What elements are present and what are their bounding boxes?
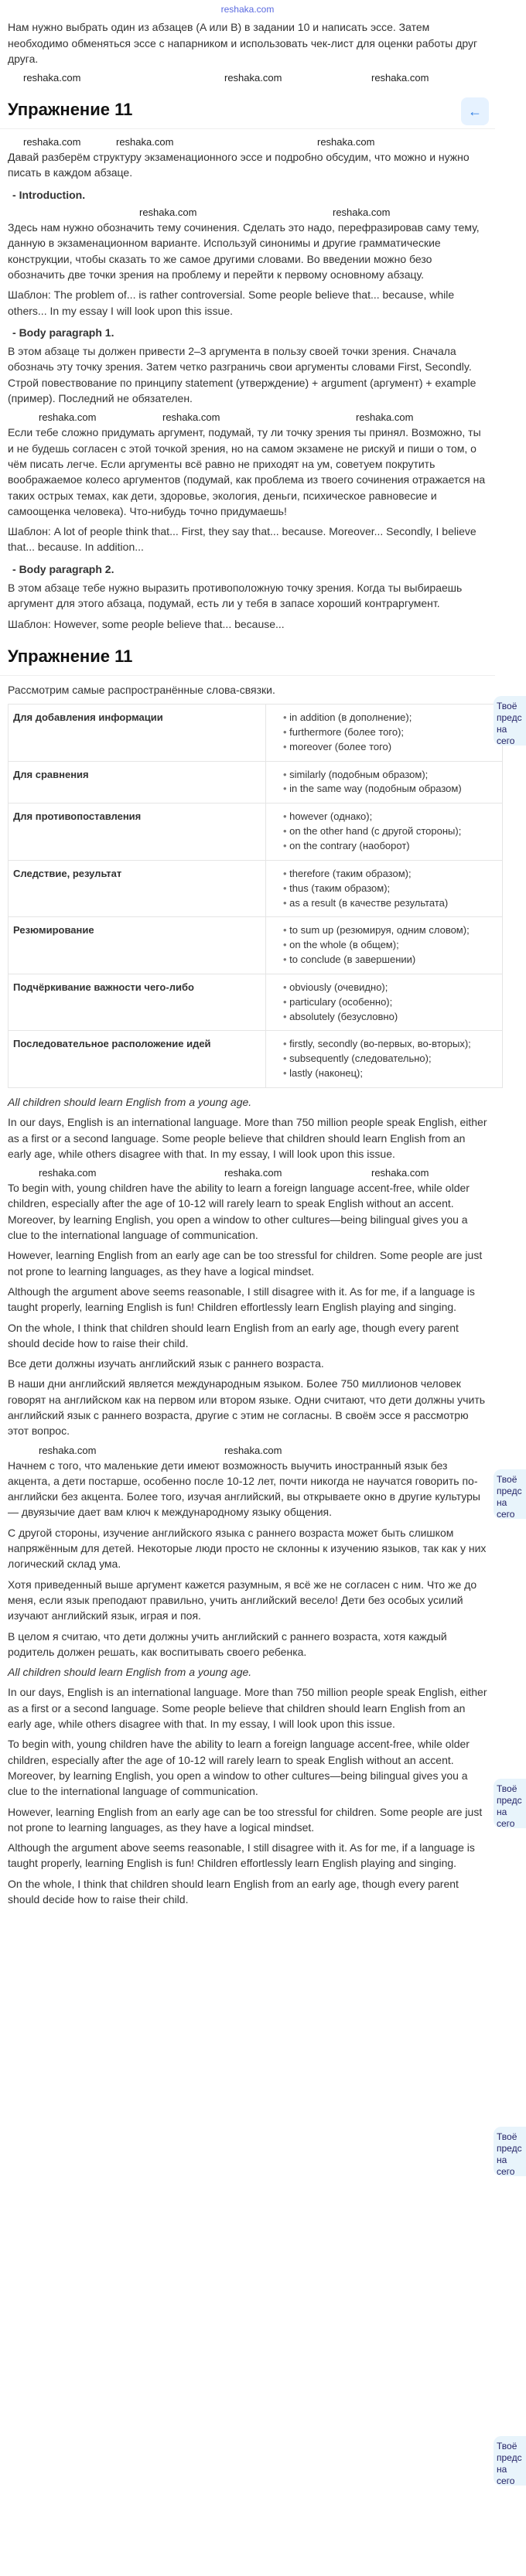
essay-ru-paragraph: Начнем с того, что маленькие дети имеют возможность выучить иностранный язык без акцента, а дети постарше, особенно после 10-12 лет, почти никогда не научатся говорить по-английски без акцента. Более того, изучая английский, вы открываете окно в другие культуры — двуязычие дает вам ключ к международному языку общения. bbox=[8, 1459, 480, 1519]
linking-words-cell bbox=[266, 974, 503, 1031]
essay-part-title: - Body paragraph 2. bbox=[12, 561, 487, 577]
linking-words-cell bbox=[266, 761, 503, 804]
linking-word: • obviously (очевидно); bbox=[283, 981, 497, 995]
linking-word: • firstly, secondly (во-первых, во-вторых); bbox=[283, 1037, 497, 1052]
promo-side-card[interactable] bbox=[494, 2127, 526, 2176]
watermark: reshaka.com bbox=[224, 1444, 282, 1456]
watermark: reshaka.com bbox=[139, 206, 197, 219]
linking-word: • thus (таким образом); bbox=[283, 882, 497, 896]
linking-words-list bbox=[271, 867, 497, 911]
back-arrow-icon[interactable]: ← bbox=[461, 97, 489, 125]
section-lead: Давай разберём структуру экзаменационного эссе и подробно обсудим, что можно и нужно писать в каждом абзаце. bbox=[8, 151, 470, 179]
watermark-row bbox=[8, 135, 487, 149]
essay-ru-paragraph: Хотя приведенный выше аргумент кажется разумным, я всё же не согласен с ним. Что же до меня, если язык преподают правильно, учить английский весело! Дети без особых усилий изучают английский язык, играя и поя. bbox=[8, 1578, 477, 1622]
promo-side-card[interactable] bbox=[494, 1469, 526, 1519]
watermark: reshaka.com bbox=[39, 411, 97, 424]
linking-words-cell bbox=[266, 1031, 503, 1088]
essay-paragraph: However, learning English from an early age can be too stressful for children. Some people are just not prone to learning languages, as they have a logical mindset. bbox=[8, 1249, 483, 1278]
watermark-row bbox=[8, 1444, 487, 1458]
linking-words-list bbox=[271, 768, 497, 797]
section-header bbox=[0, 638, 495, 676]
watermark: reshaka.com bbox=[116, 136, 174, 148]
promo-side-card[interactable] bbox=[494, 1779, 526, 1828]
essay-ru-paragraph: В наши дни английский является международным языком. Более 750 миллионов человек говорят на английском как на первом или втором языке. Одни считают, что дети должны учить английский язык с раннего возраста, другие с этим не согласны. В своём эссе я рассмотрю этот вопрос. bbox=[8, 1377, 486, 1438]
linking-words-list bbox=[271, 981, 497, 1025]
linking-words-row bbox=[9, 860, 503, 917]
essay-paragraph: However, learning English from an early age can be too stressful for children. Some people are just not prone to learning languages, as they have a logical mindset. bbox=[8, 1805, 483, 1834]
linking-words-cell bbox=[266, 804, 503, 861]
promo-side-card-text: Твоё предс на сего bbox=[497, 701, 522, 746]
site-link[interactable]: reshaka.com bbox=[220, 4, 275, 15]
watermark: reshaka.com bbox=[224, 72, 282, 84]
essay-part-template: Шаблон: The problem of... is rather controversial. Some people believe that... because, while others... In my essay I will look upon this issue. bbox=[8, 288, 455, 317]
linking-category: Для сравнения bbox=[9, 761, 266, 804]
linking-word: • furthermore (более того); bbox=[283, 725, 497, 740]
watermark: reshaka.com bbox=[333, 206, 391, 219]
essay-part-text: В этом абзаце ты должен привести 2–3 аргумента в пользу своей точки зрения. Сначала обозначь эту точку зрения. Затем четко разграничь свои аргументы словами First, Secondly. Строй повествование по принципу statement (утверждение) + argument (аргумент) + example (пример). Последний не обязателен. bbox=[8, 345, 476, 405]
watermark-row bbox=[8, 411, 487, 425]
essay-part-title: - Body paragraph 1. bbox=[12, 325, 487, 340]
watermark: reshaka.com bbox=[371, 72, 429, 84]
promo-side-card-text: Твоё предс на сего bbox=[497, 1474, 522, 1519]
watermark: reshaka.com bbox=[23, 136, 81, 148]
linking-category: Следствие, результат bbox=[9, 860, 266, 917]
linking-words-row bbox=[9, 1031, 503, 1088]
linking-category: Последовательное расположение идей bbox=[9, 1031, 266, 1088]
linking-word: • on the whole (в общем); bbox=[283, 938, 497, 953]
essay-paragraph: On the whole, I think that children should learn English from an early age, though every parent should decide how to raise their child. bbox=[8, 1877, 459, 1906]
linking-words-list bbox=[271, 711, 497, 755]
linking-word: • moreover (более того) bbox=[283, 740, 497, 755]
essay-title: All children should learn English from a young age. bbox=[8, 1095, 252, 1108]
linking-word: • on the other hand (с другой стороны); bbox=[283, 824, 497, 839]
linking-words-list bbox=[271, 1037, 497, 1081]
section-title: Упражнение 11 bbox=[8, 646, 133, 666]
essay-paragraph: In our days, English is an international language. More than 750 million people speak English, either as a first or a second language. Some people believe that children should learn English from an early age, while others disagree with that. In my essay, I will look upon this issue. bbox=[8, 1116, 487, 1160]
linking-words-row bbox=[9, 804, 503, 861]
essay-ru-paragraph: С другой стороны, изучение английского языка с раннего возраста может быть слишком напряжённым для детей. Некоторые люди просто не склонны к изучению языков, так как у них логический склад ума. bbox=[8, 1526, 487, 1571]
linking-words-table bbox=[8, 704, 503, 1088]
promo-side-card-text: Твоё предс на сего bbox=[497, 2131, 522, 2176]
promo-side-card[interactable] bbox=[494, 2436, 526, 2486]
intro-paragraph: Нам нужно выбрать один из абзацев (A или B) в задании 10 и написать эссе. Затем необходимо обменяться эссе с напарником и использовать чек-лист для оценки работы друг друга. bbox=[8, 21, 478, 65]
promo-side-card-text: Твоё предс на сего bbox=[497, 1783, 522, 1828]
essay-title: All children should learn English from a young age. bbox=[8, 1666, 252, 1679]
linking-word: • subsequently (следовательно); bbox=[283, 1052, 497, 1066]
promo-side-card-text: Твоё предс на сего bbox=[497, 2441, 522, 2486]
watermark: reshaka.com bbox=[317, 136, 375, 148]
linking-word: • particulary (особенно); bbox=[283, 995, 497, 1010]
essay-part-template: Шаблон: A lot of people think that... First, they say that... because. Moreover... Secondly, I believe that... because. In addition... bbox=[8, 525, 476, 554]
linking-word: • in the same way (подобным образом) bbox=[283, 782, 497, 797]
linking-words-list bbox=[271, 923, 497, 967]
linking-category: Для добавления информации bbox=[9, 705, 266, 762]
linking-word: • to sum up (резюмируя, одним словом); bbox=[283, 923, 497, 938]
linking-word: • therefore (таким образом); bbox=[283, 867, 497, 882]
essay-part-text: В этом абзаце тебе нужно выразить противоположную точку зрения. Когда ты выбираешь аргумент для этого абзаца, подумай, есть ли у тебя в запасе хороший контраргумент. bbox=[8, 582, 463, 610]
essay-paragraph: Although the argument above seems reasonable, I still disagree with it. As for me, if a language is taught properly, learning English is fun! Children effortlessly learn English playing and singing. bbox=[8, 1285, 475, 1314]
linking-word: • as a result (в качестве результата) bbox=[283, 896, 497, 911]
linking-words-row bbox=[9, 705, 503, 762]
watermark: reshaka.com bbox=[371, 1167, 429, 1179]
essay-part-title: - Introduction. bbox=[12, 187, 487, 203]
essay-paragraph: To begin with, young children have the ability to learn a foreign language accent-free, while older children, especially after the age of 10-12 will rarely learn to speak English without an accent. Moreover, by learning English, you open a window to other cultures—being bilingual gives you a clue to the international language of communication. bbox=[8, 1182, 470, 1242]
linking-words-list bbox=[271, 810, 497, 854]
linking-words-cell bbox=[266, 917, 503, 974]
watermark-row bbox=[8, 71, 487, 85]
essay-paragraph: Although the argument above seems reasonable, I still disagree with it. As for me, if a language is taught properly, learning English is fun! Children effortlessly learn English playing and singing. bbox=[8, 1841, 475, 1870]
essay-paragraph: To begin with, young children have the ability to learn a foreign language accent-free, while older children, especially after the age of 10-12 will rarely learn to speak English without an accent. Moreover, by learning English, you open a window to other cultures—being bilingual gives you a clue to the international language of communication. bbox=[8, 1738, 470, 1798]
linking-category: Подчёркивание важности чего-либо bbox=[9, 974, 266, 1031]
linking-category: Резюмирование bbox=[9, 917, 266, 974]
essay-part-text: Здесь нам нужно обозначить тему сочинения. Сделать это надо, перефразировав саму тему, данную в экзаменационном варианте. Используй синонимы и другие грамматические конструкции, чтобы сказать то же самое другими словами. Во введении можно безо обозначить две точки зрения на проблему и перейти к первому основному абзацу. bbox=[8, 221, 480, 281]
linking-word: • to conclude (в завершении) bbox=[283, 953, 497, 967]
watermark-row bbox=[8, 206, 487, 220]
essay-ru-paragraph: В целом я считаю, что дети должны учить английский с раннего возраста, хотя каждый родитель должен решать, как воспитывать своего ребенка. bbox=[8, 1629, 447, 1658]
linking-words-cell bbox=[266, 705, 503, 762]
watermark: reshaka.com bbox=[162, 411, 220, 424]
section-title: Упражнение 11 bbox=[8, 100, 133, 120]
linking-word: • in addition (в дополнение); bbox=[283, 711, 497, 725]
linking-word: • lastly (наконец); bbox=[283, 1066, 497, 1081]
linking-words-cell bbox=[266, 860, 503, 917]
essay-ru-title: Все дети должны изучать английский язык с раннего возраста. bbox=[8, 1357, 324, 1370]
linking-words-row bbox=[9, 974, 503, 1031]
watermark-row bbox=[8, 1166, 487, 1180]
linking-word: • absolutely (безусловно) bbox=[283, 1010, 497, 1025]
essay-paragraph: On the whole, I think that children should learn English from an early age, though every parent should decide how to raise their child. bbox=[8, 1321, 459, 1349]
linking-word: • similarly (подобным образом); bbox=[283, 768, 497, 783]
watermark: reshaka.com bbox=[39, 1167, 97, 1179]
essay-part-template: Шаблон: However, some people believe that... because... bbox=[8, 617, 285, 630]
linking-word: • however (однако); bbox=[283, 810, 497, 824]
watermark: reshaka.com bbox=[23, 72, 81, 84]
linking-word: • on the contrary (наоборот) bbox=[283, 839, 497, 854]
linking-category: Для противопоставления bbox=[9, 804, 266, 861]
linking-words-row bbox=[9, 917, 503, 974]
watermark: reshaka.com bbox=[39, 1444, 97, 1456]
watermark: reshaka.com bbox=[356, 411, 414, 424]
section-lead: Рассмотрим самые распространённые слова-связки. bbox=[8, 683, 275, 696]
linking-words-row bbox=[9, 761, 503, 804]
essay-paragraph: In our days, English is an international language. More than 750 million people speak English, either as a first or a second language. Some people believe that children should learn English from an early age, while others disagree with that. In my essay, I will look upon this issue. bbox=[8, 1686, 487, 1731]
watermark: reshaka.com bbox=[224, 1167, 282, 1179]
promo-side-card[interactable] bbox=[494, 696, 526, 746]
section-header bbox=[0, 91, 495, 129]
essay-part-text: Если тебе сложно придумать аргумент, подумай, ту ли точку зрения ты принял. Возможно, ты и не будешь согласен с этой точкой зрения, но на самом экзамене не рискуй и пиши о том, о чём писать легче. Если аргументы всё равно не приходят на ум, советуем покрутить воображаемое колесо аргументов (подумай, как проблема из твоего сочинения отражается на таких острых темах, как дети, здоровье, экология, деньги, психическое равновесие и самоощенка человека). Что-нибудь точно придумаешь! bbox=[8, 426, 486, 517]
